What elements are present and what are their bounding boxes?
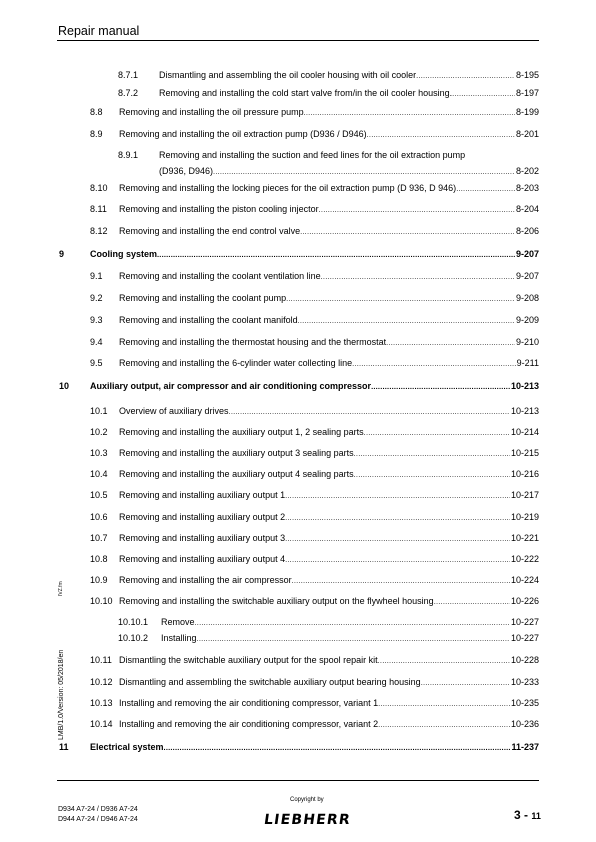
toc-entry[interactable] bbox=[59, 380, 539, 392]
toc-entry-page: 8-199 bbox=[515, 107, 539, 117]
toc-entry[interactable] bbox=[90, 468, 539, 480]
toc-entry[interactable] bbox=[90, 225, 539, 237]
toc-leader-dots bbox=[285, 512, 510, 524]
toc-entry[interactable] bbox=[90, 697, 539, 709]
toc-entry[interactable] bbox=[90, 405, 539, 417]
toc-entry-number: 10.3 bbox=[90, 448, 108, 458]
version-side-text: LMB/1.0/Version: 05/2018/en bbox=[58, 649, 65, 740]
toc-entry-page: 9-207 bbox=[515, 271, 539, 281]
toc-entry-title: Installing bbox=[161, 633, 197, 643]
toc-entry-number: 9.1 bbox=[90, 271, 103, 281]
toc-leader-dots bbox=[378, 698, 510, 710]
toc-entry[interactable] bbox=[118, 149, 539, 177]
toc-entry-page: 10-228 bbox=[510, 655, 539, 665]
toc-leader-dots bbox=[292, 575, 510, 587]
toc-entry-page: 10-219 bbox=[510, 512, 539, 522]
toc-entry-number: 10.11 bbox=[90, 655, 112, 665]
toc-entry-page: 9-207 bbox=[515, 249, 539, 259]
toc-leader-dots bbox=[285, 554, 510, 566]
toc-entry-title: Cooling system bbox=[90, 249, 158, 259]
toc-entry[interactable] bbox=[90, 447, 539, 459]
toc-entry-number: 11 bbox=[59, 742, 69, 752]
toc-entry-page: 10-235 bbox=[510, 698, 539, 708]
toc-entry-title: Dismantling and assembling the oil cooler housing with oil cooler bbox=[159, 70, 417, 80]
toc-entry[interactable] bbox=[90, 182, 539, 194]
toc-entry[interactable] bbox=[90, 511, 539, 523]
toc-entry[interactable] bbox=[90, 595, 539, 607]
toc-leader-dots bbox=[367, 129, 515, 141]
toc-entry-number: 10.7 bbox=[90, 533, 108, 543]
toc-entry[interactable] bbox=[90, 203, 539, 215]
header-title: Repair manual bbox=[58, 24, 140, 38]
toc-entry-page: 10-213 bbox=[510, 381, 539, 391]
toc-entry-title: Overview of auxiliary drives bbox=[119, 406, 229, 416]
toc-entry-page: 8-201 bbox=[515, 129, 539, 139]
toc-entry-number: 8.11 bbox=[90, 204, 107, 214]
toc-leader-dots bbox=[321, 271, 515, 283]
toc-entry-title: Removing and installing the cold start valve from/in the oil cooler housing. bbox=[159, 88, 453, 98]
toc-leader-dots bbox=[229, 406, 510, 418]
toc-entry-page: 8-197 bbox=[515, 88, 539, 98]
toc-entry[interactable] bbox=[90, 426, 539, 438]
toc-entry-page: 8-206 bbox=[515, 226, 539, 236]
toc-entry-page: 10-224 bbox=[510, 575, 539, 585]
toc-entry-page: 8-202 bbox=[515, 166, 539, 176]
toc-leader-dots bbox=[378, 719, 510, 731]
toc-entry-title: Removing and installing the suction and feed lines for the oil extraction pump bbox=[159, 150, 466, 160]
toc-entry-page: 10-215 bbox=[510, 448, 539, 458]
toc-entry-page: 10-217 bbox=[510, 490, 539, 500]
toc-entry-page: 8-203 bbox=[515, 183, 539, 193]
toc-leader-dots bbox=[304, 107, 515, 119]
toc-entry-title: Removing and installing the auxiliary output 1, 2 sealing parts bbox=[119, 427, 364, 437]
toc-entry-number: 8.10 bbox=[90, 183, 108, 193]
toc-entry-number: 10.6 bbox=[90, 512, 108, 522]
toc-entry-title: Dismantling and assembling the switchable auxiliary output bearing housing bbox=[119, 677, 421, 687]
toc-leader-dots bbox=[452, 88, 515, 100]
copyright-text: Copyright by bbox=[290, 797, 324, 803]
toc-entry-number: 9.3 bbox=[90, 315, 103, 325]
toc-leader-dots bbox=[300, 226, 515, 238]
toc-leader-dots bbox=[421, 677, 510, 689]
toc-entry-number: 8.7.2 bbox=[118, 88, 139, 98]
toc-entry-page: 10-226 bbox=[510, 596, 539, 606]
toc-entry-title: Removing and installing auxiliary output 2 bbox=[119, 512, 286, 522]
toc-entry[interactable] bbox=[118, 87, 539, 99]
toc-leader-dots bbox=[416, 70, 515, 82]
toc-entry-number: 8.7.1 bbox=[118, 70, 139, 80]
toc-entry[interactable] bbox=[90, 270, 539, 282]
toc-entry-title: Installing and removing the air conditioning compressor, variant 2 bbox=[119, 719, 379, 729]
footer-rule bbox=[57, 780, 539, 781]
toc-entry-page: 10-213 bbox=[510, 406, 539, 416]
toc-entry-number: 9 bbox=[59, 249, 65, 259]
toc-entry-title: Removing and installing the oil extraction pump (D936 / D946) bbox=[119, 129, 367, 139]
toc-entry-title: Removing and installing the coolant ventilation line bbox=[119, 271, 321, 281]
toc-entry-page: 8-195 bbox=[515, 70, 539, 80]
toc-entry-title-continued: (D936, D946) bbox=[159, 166, 214, 176]
toc-leader-dots bbox=[354, 469, 510, 481]
toc-entry-page: 10-233 bbox=[510, 677, 539, 687]
toc-entry-title: Removing and installing the coolant manifold bbox=[119, 315, 298, 325]
toc-entry-page: 10-221 bbox=[510, 533, 539, 543]
toc-entry-page: 10-216 bbox=[510, 469, 539, 479]
page-number bbox=[514, 808, 541, 822]
toc-entry[interactable] bbox=[90, 553, 539, 565]
toc-leader-dots bbox=[285, 490, 510, 502]
liebherr-logo: LIEBHERR bbox=[262, 812, 352, 828]
toc-entry[interactable] bbox=[90, 292, 539, 304]
toc-entry-title: Removing and installing the air compressor bbox=[119, 575, 292, 585]
toc-entry-title: Installing and removing the air conditioning compressor, variant 1 bbox=[119, 698, 379, 708]
toc-leader-dots bbox=[286, 293, 515, 305]
toc-entry-number: 10.10.2 bbox=[118, 633, 149, 643]
toc-entry-title: Electrical system bbox=[90, 742, 164, 752]
toc-entry[interactable] bbox=[59, 248, 539, 260]
toc-entry[interactable] bbox=[118, 632, 539, 644]
toc-entry-title: Removing and installing auxiliary output 1 bbox=[119, 490, 286, 500]
toc-entry-title: Removing and installing the auxiliary output 4 sealing parts bbox=[119, 469, 354, 479]
toc-entry-title: Removing and installing the oil pressure pump bbox=[119, 107, 304, 117]
models-line-1: D934 A7-24 / D936 A7-24 bbox=[58, 806, 138, 813]
models-line-2: D944 A7-24 / D946 A7-24 bbox=[58, 816, 138, 823]
toc-entry[interactable] bbox=[90, 676, 539, 688]
toc-entry[interactable] bbox=[90, 574, 539, 586]
toc-leader-dots bbox=[213, 166, 515, 178]
toc-entry-number: 10.14 bbox=[90, 719, 113, 729]
toc-entry-page: 10-214 bbox=[510, 427, 539, 437]
toc-entry-title: Removing and installing the coolant pump bbox=[119, 293, 287, 303]
toc-entry-number: 10.2 bbox=[90, 427, 108, 437]
toc-leader-dots bbox=[354, 448, 510, 460]
toc-entry-number: 10.5 bbox=[90, 490, 108, 500]
toc-entry-title: Remove bbox=[161, 617, 195, 627]
toc-leader-dots bbox=[157, 249, 515, 261]
toc-entry[interactable] bbox=[90, 314, 539, 326]
toc-entry-number: 10.12 bbox=[90, 677, 113, 687]
toc-leader-dots bbox=[352, 358, 516, 370]
toc-entry-number: 8.9 bbox=[90, 129, 103, 139]
toc-entry-number: 8.9.1 bbox=[118, 150, 139, 160]
toc-entry-title: Removing and installing the 6-cylinder water collecting line bbox=[119, 358, 353, 368]
toc-entry-number: 10 bbox=[59, 381, 70, 391]
toc-entry-title: Removing and installing the switchable auxiliary output on the flywheel housing bbox=[119, 596, 434, 606]
toc-entry-page: 9-208 bbox=[515, 293, 539, 303]
toc-entry-title: Removing and installing the end control valve bbox=[119, 226, 301, 236]
toc-entry[interactable] bbox=[90, 489, 539, 501]
toc-entry-page: 9-211 bbox=[516, 358, 539, 368]
toc-entry-title: Removing and installing auxiliary output 4 bbox=[119, 554, 286, 564]
toc-entry-number: 8.12 bbox=[90, 226, 108, 236]
toc-entry-page: 10-236 bbox=[510, 719, 539, 729]
toc-entry-page: 10-227 bbox=[510, 617, 539, 627]
toc-entry-number: 9.2 bbox=[90, 293, 103, 303]
toc-entry-number: 9.4 bbox=[90, 337, 103, 347]
toc-entry-title: Removing and installing auxiliary output 3 bbox=[119, 533, 286, 543]
toc-entry[interactable] bbox=[90, 336, 539, 348]
toc-entry-page: 9-210 bbox=[515, 337, 539, 347]
toc-entry-title: Auxiliary output, air compressor and air conditioning compressor bbox=[90, 381, 372, 391]
toc-entry-page: 11-237 bbox=[511, 742, 539, 752]
toc-entry-page: 10-222 bbox=[510, 554, 539, 564]
toc-entry-number: 10.4 bbox=[90, 469, 108, 479]
toc-entry-number: 10.9 bbox=[90, 575, 108, 585]
toc-leader-dots bbox=[285, 533, 510, 545]
page-number-major: 3 - bbox=[514, 808, 529, 822]
toc-entry-page: 8-204 bbox=[515, 204, 539, 214]
toc-entry-title: Removing and installing the auxiliary output 3 sealing parts bbox=[119, 448, 354, 458]
toc-entry[interactable] bbox=[59, 741, 539, 753]
toc-entry[interactable] bbox=[90, 654, 539, 666]
toc-entry[interactable] bbox=[118, 69, 539, 81]
page-number-minor: 11 bbox=[531, 811, 541, 821]
toc-entry-number: 10.10.1 bbox=[118, 617, 149, 627]
toc-entry-title: Dismantling the switchable auxiliary output for the spool repair kit bbox=[119, 655, 378, 665]
toc-leader-dots bbox=[456, 183, 515, 195]
toc-entry-title: Removing and installing the thermostat housing and the thermostat bbox=[119, 337, 387, 347]
toc-leader-dots bbox=[434, 596, 510, 608]
toc-entry-number: 10.10 bbox=[90, 596, 113, 606]
header-rule bbox=[57, 40, 539, 41]
toc-entry[interactable] bbox=[90, 532, 539, 544]
toc-entry-number: 8.8 bbox=[90, 107, 103, 117]
toc-entry-number: 10.1 bbox=[90, 406, 108, 416]
toc-entry-title: Removing and installing the locking pieces for the oil extraction pump (D 936, D 946) bbox=[119, 183, 457, 193]
toc-entry-number: 10.8 bbox=[90, 554, 108, 564]
toc-entry-title: Removing and installing the piston cooling injector bbox=[119, 204, 319, 214]
toc-leader-dots bbox=[386, 337, 515, 349]
toc-entry[interactable] bbox=[90, 718, 539, 730]
toc-entry[interactable] bbox=[90, 106, 539, 118]
toc-leader-dots bbox=[319, 204, 515, 216]
model-lines bbox=[58, 805, 138, 825]
toc-entry-number: 10.13 bbox=[90, 698, 113, 708]
toc-leader-dots bbox=[164, 742, 511, 754]
toc-leader-dots bbox=[364, 427, 510, 439]
toc-entry[interactable] bbox=[90, 128, 539, 140]
toc-entry[interactable] bbox=[90, 357, 539, 369]
toc-leader-dots bbox=[371, 381, 510, 393]
toc-entry-page: 9-209 bbox=[515, 315, 539, 325]
toc-leader-dots bbox=[195, 617, 510, 629]
toc-leader-dots bbox=[298, 315, 515, 327]
file-code-side-text: IVZ.fm bbox=[58, 581, 64, 596]
toc-leader-dots bbox=[378, 655, 510, 667]
toc-leader-dots bbox=[197, 633, 510, 645]
toc-entry-page: 10-227 bbox=[510, 633, 539, 643]
toc-entry-number: 9.5 bbox=[90, 358, 103, 368]
toc-entry[interactable] bbox=[118, 616, 539, 628]
